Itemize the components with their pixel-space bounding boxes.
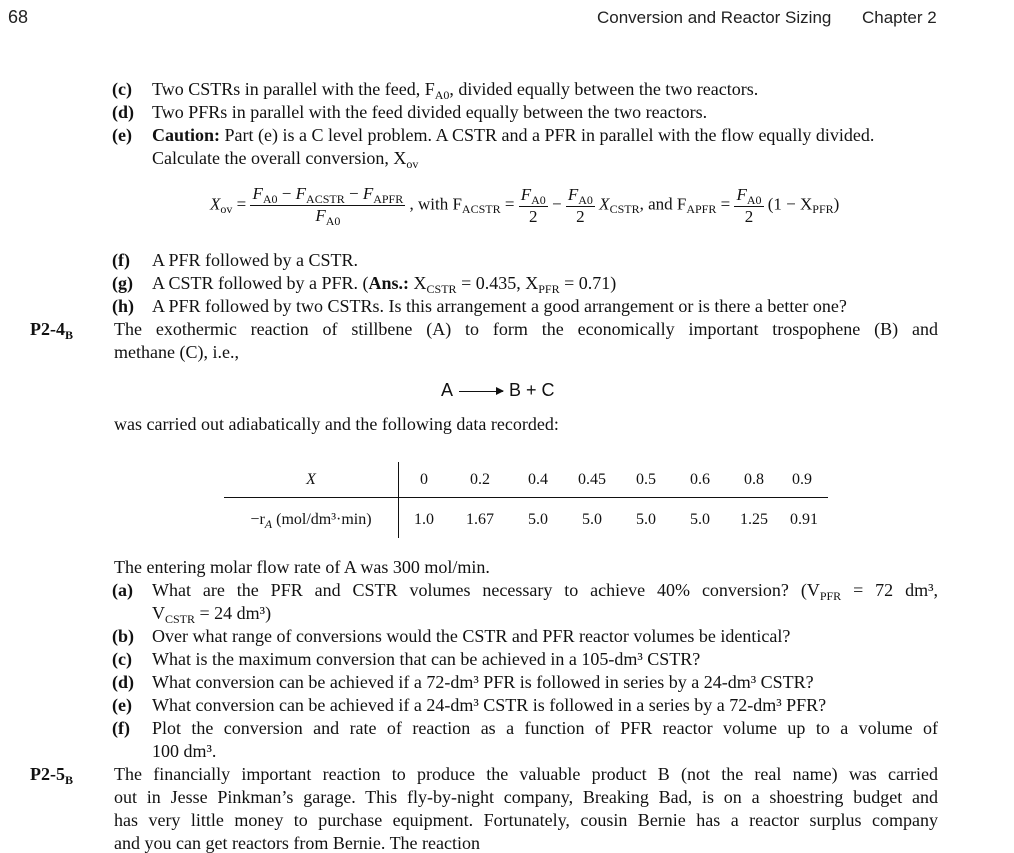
problem-label-p2-4: $P2-4_B$	[30, 319, 74, 342]
item-text-continued: Calculate the overall conversion, $X_{ov}$	[152, 148, 419, 171]
item-label: (e)	[112, 125, 132, 145]
reaction-arrow-icon	[459, 391, 503, 392]
table-cell: 0.8	[744, 471, 764, 488]
problem-text: methane (C), i.e.,	[114, 342, 239, 362]
table-cell: 5.0	[636, 511, 656, 528]
problem-text: has very little money to purchase equipment. Fortunately, cousin Bernie has a reactor surplus company	[114, 810, 938, 830]
item-label: (h)	[112, 296, 134, 316]
table-cell: 0.6	[690, 471, 710, 488]
item-label: (f)	[112, 250, 130, 270]
item-label: (c)	[112, 649, 132, 669]
item-text: Over what range of conversions would the CSTR and PFR reactor volumes be identical?	[152, 626, 791, 646]
table-cell: 5.0	[690, 511, 710, 528]
item-label: (c)	[112, 79, 132, 99]
item-text: What is the maximum conversion that can be achieved in a 105-dm³ CSTR?	[152, 649, 701, 669]
table-cell: 0	[420, 471, 428, 488]
problem-text: The financially important reaction to produce the valuable product B (not the real name) was carried	[114, 764, 938, 784]
reaction-equation: A B + C	[441, 380, 555, 400]
table-cell: 1.25	[740, 511, 768, 528]
item-text: What are the PFR and CSTR volumes necessary to achieve 40% conversion? ($V_{PFR} = 72$ dm³,	[152, 580, 938, 603]
item-text-continued: 100 dm³.	[152, 741, 217, 761]
item-label: (g)	[112, 273, 133, 293]
overall-conversion-equation: $X_{ov}$ = $\frac{F_{A0} - F_{ACSTR} - F_{APFR}}{F_{A0}}$ , with $F_{ACSTR}$ = $\frac{F_{A0}}{2}$ − $\frac{F_{A0}}{2}$ $X_{CSTR}$, and $F_{APFR}$ = $\frac{F_{A0}}{2}$ $(1 - X_{PFR})$	[210, 184, 840, 228]
item-text: Plot the conversion and rate of reaction as a function of PFR reactor volume up to a volume of	[152, 718, 938, 738]
item-label: (b)	[112, 626, 134, 646]
item-text: What conversion can be achieved if a 24-dm³ CSTR is followed in a series by a 72-dm³ PFR?	[152, 695, 827, 715]
problem-label-p2-5: $P2-5_B$	[30, 764, 74, 787]
item-text: What conversion can be achieved if a 72-dm³ PFR is followed in series by a 24-dm³ CSTR?	[152, 672, 814, 692]
equation-fraction: $\frac{F_{A0} - F_{ACSTR} - F_{APFR}}{F_{A0}}$	[252, 184, 404, 228]
item-label: (d)	[112, 102, 134, 122]
item-text: A PFR followed by two CSTRs. Is this arrangement a good arrangement or is there a better one?	[152, 296, 847, 316]
problem-text: out in Jesse Pinkman’s garage. This fly-by-night company, Breaking Bad, is on a shoestring budget and	[114, 787, 938, 807]
item-text: Caution: Part (e) is a C level problem. A CSTR and a PFR in parallel with the flow equally divided.	[152, 125, 875, 145]
page-number: 68	[8, 7, 29, 27]
chapter-label: Chapter 2	[862, 8, 937, 27]
table-cell: 0.2	[470, 471, 490, 488]
problem-text: and you can get reactors from Bernie. The reaction	[114, 833, 481, 853]
item-label: (e)	[112, 695, 132, 715]
problem-text: was carried out adiabatically and the following data recorded:	[114, 414, 559, 434]
table-cell: 1.0	[414, 511, 434, 528]
item-text: Two PFRs in parallel with the feed divided equally between the two reactors.	[152, 102, 708, 122]
item-label: (f)	[112, 718, 130, 738]
running-title: Conversion and Reactor Sizing	[597, 8, 832, 27]
table-cell: 0.5	[636, 471, 656, 488]
rate-data-table	[224, 462, 828, 538]
item-label: (a)	[112, 580, 133, 600]
problem-text: The exothermic reaction of stillbene (A) to form the economically important trospophene (B) and	[114, 319, 938, 339]
item-text-continued: $V_{CSTR} = 24$ dm³)	[152, 603, 272, 626]
table-cell: 0.45	[578, 471, 606, 488]
table-header-rate: $-r_A$ (mol/dm³·min)	[250, 511, 372, 531]
table-cell: 5.0	[528, 511, 548, 528]
table-cell: 1.67	[466, 511, 494, 528]
table-cell: 5.0	[582, 511, 602, 528]
table-header-x: X	[306, 471, 316, 488]
table-cell: 0.9	[792, 471, 812, 488]
problem-text: The entering molar flow rate of A was 300 mol/min.	[114, 557, 490, 577]
table-cell: 0.4	[528, 471, 548, 488]
item-text: A PFR followed by a CSTR.	[152, 250, 359, 270]
item-text: A CSTR followed by a PFR. (Ans.: $X_{CSTR} = 0.435$, $X_{PFR} = 0.71$)	[152, 273, 617, 296]
table-cell: 0.91	[790, 511, 818, 528]
item-text: Two CSTRs in parallel with the feed, $F_{A0}$, divided equally between the two reactors.	[152, 79, 759, 102]
item-label: (d)	[112, 672, 134, 692]
